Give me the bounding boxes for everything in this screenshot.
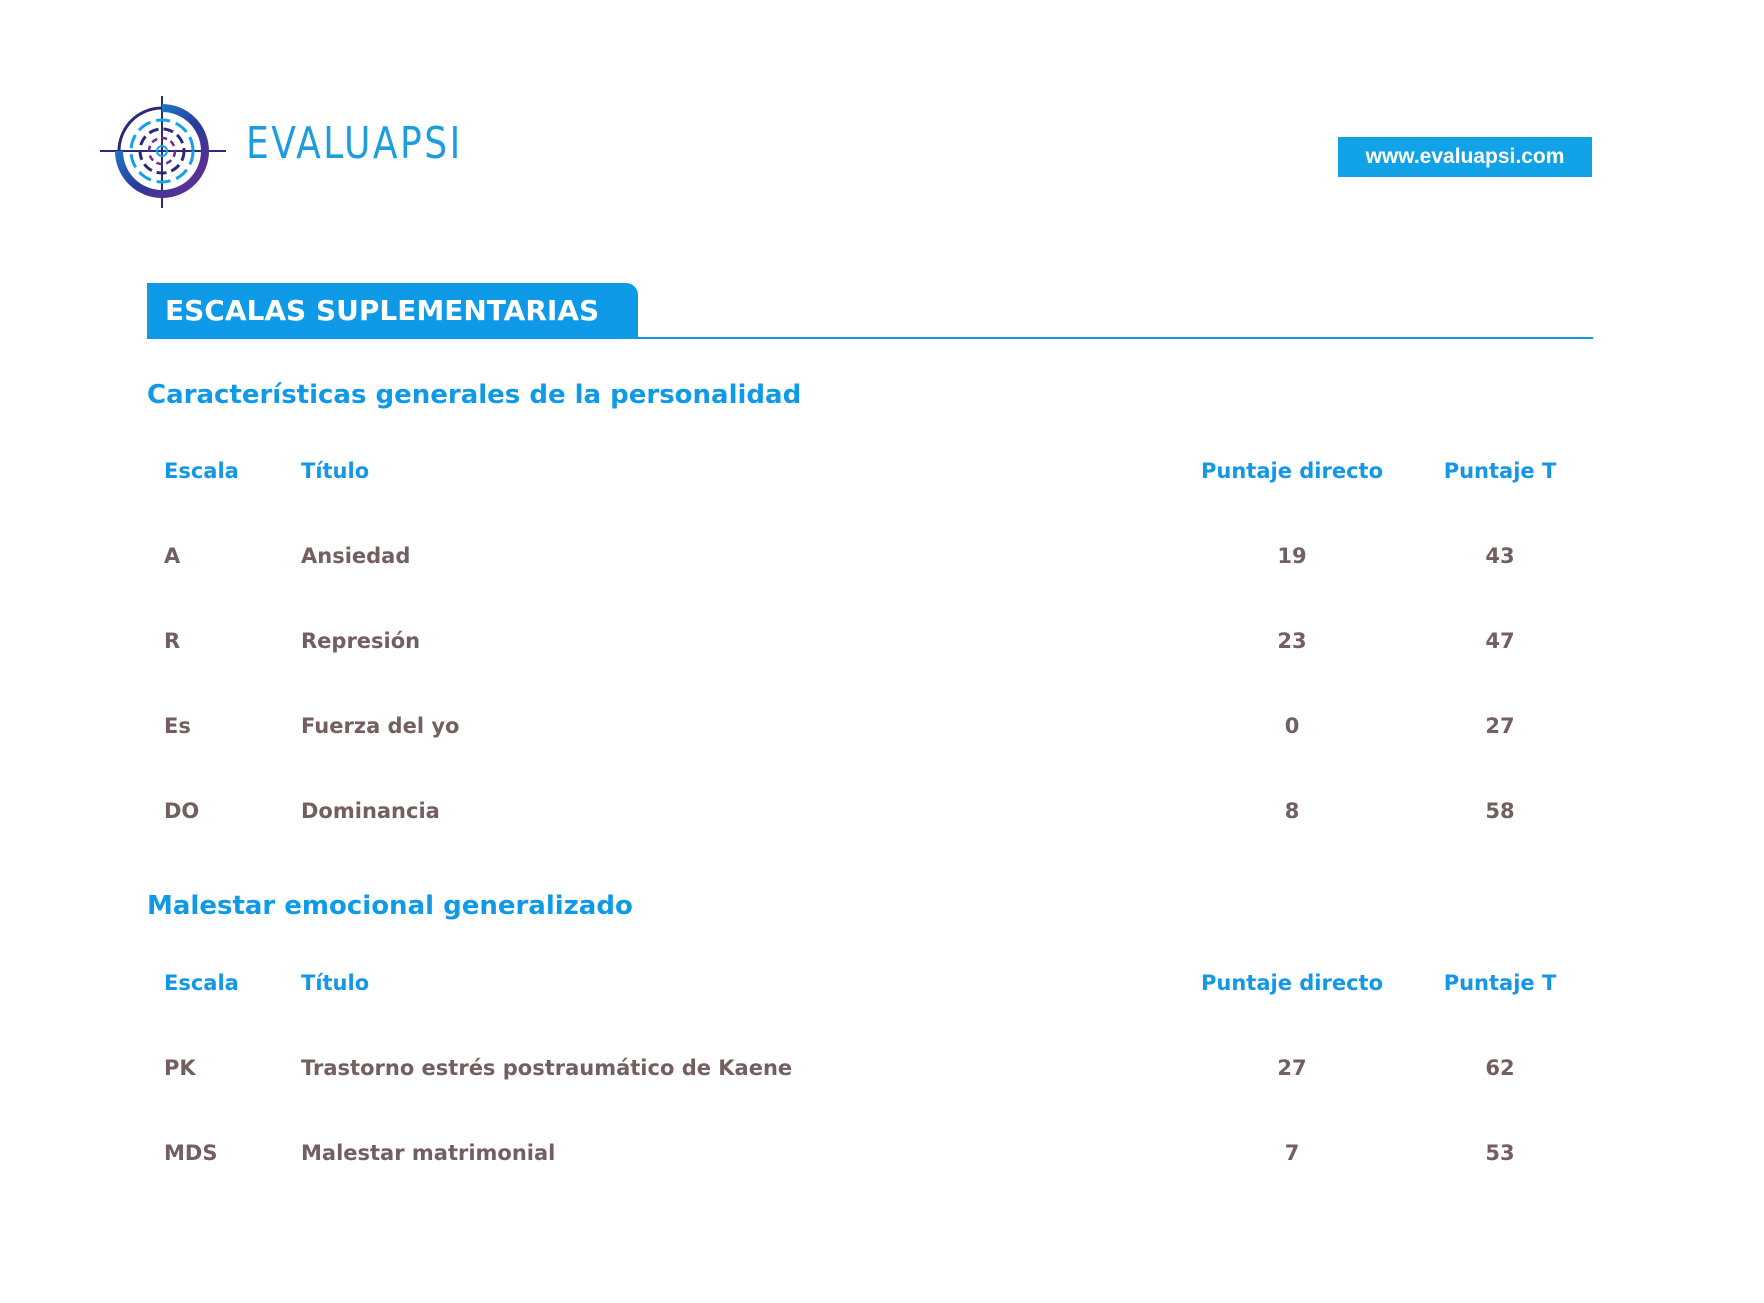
raw-score: 8: [1284, 798, 1300, 823]
column-header-t-score: Puntaje T: [1443, 970, 1557, 995]
t-score: 27: [1485, 713, 1515, 738]
table-row: [147, 513, 1593, 598]
column-header-raw-score: Puntaje directo: [1201, 970, 1383, 995]
table-row: [147, 1025, 1593, 1110]
column-header-t-score: Puntaje T: [1443, 458, 1557, 483]
section-divider: [147, 337, 1593, 339]
column-header-scale: Escala: [164, 458, 239, 483]
scale-title: Fuerza del yo: [301, 713, 460, 738]
table-row: [147, 683, 1593, 768]
column-header-title: Título: [301, 970, 370, 995]
scale-title: Ansiedad: [301, 543, 411, 568]
website-link[interactable]: www.evaluapsi.com: [1338, 137, 1592, 177]
column-header-scale: Escala: [164, 970, 239, 995]
scale-title: Malestar matrimonial: [301, 1140, 556, 1165]
table-row: [147, 1110, 1593, 1195]
scale-title: Trastorno estrés postraumático de Kaene: [301, 1055, 793, 1080]
group-title-emotional-distress: Malestar emocional generalizado: [147, 891, 633, 921]
t-score: 58: [1485, 798, 1515, 823]
personality-scales-table: [147, 428, 1593, 853]
raw-score: 0: [1284, 713, 1300, 738]
raw-score: 23: [1277, 628, 1307, 653]
t-score: 53: [1485, 1140, 1515, 1165]
table-row: [147, 598, 1593, 683]
scale-title: Dominancia: [301, 798, 440, 823]
group-title-personality: Características generales de la personalidad: [147, 380, 802, 410]
t-score: 43: [1485, 543, 1515, 568]
column-header-title: Título: [301, 458, 370, 483]
emotional-distress-scales-table: [147, 940, 1593, 1195]
table-header-row: [147, 940, 1593, 1025]
raw-score: 19: [1277, 543, 1307, 568]
t-score: 47: [1485, 628, 1515, 653]
scale-code: DO: [164, 798, 200, 823]
scale-code: MDS: [164, 1140, 218, 1165]
table-row: [147, 768, 1593, 853]
scale-code: A: [164, 543, 181, 568]
brand-name: EVALUAPSI: [246, 118, 463, 169]
scale-code: Es: [164, 713, 191, 738]
scale-code: R: [164, 628, 181, 653]
section-banner: [147, 283, 1593, 339]
table-header-row: [147, 428, 1593, 513]
target-reticle-logo-icon: [100, 96, 226, 208]
raw-score: 27: [1277, 1055, 1307, 1080]
page-header: [0, 0, 1764, 220]
section-title: ESCALAS SUPLEMENTARIAS: [147, 283, 638, 337]
scale-title: Represión: [301, 628, 421, 653]
scale-code: PK: [164, 1055, 196, 1080]
column-header-raw-score: Puntaje directo: [1201, 458, 1383, 483]
t-score: 62: [1485, 1055, 1515, 1080]
raw-score: 7: [1284, 1140, 1300, 1165]
